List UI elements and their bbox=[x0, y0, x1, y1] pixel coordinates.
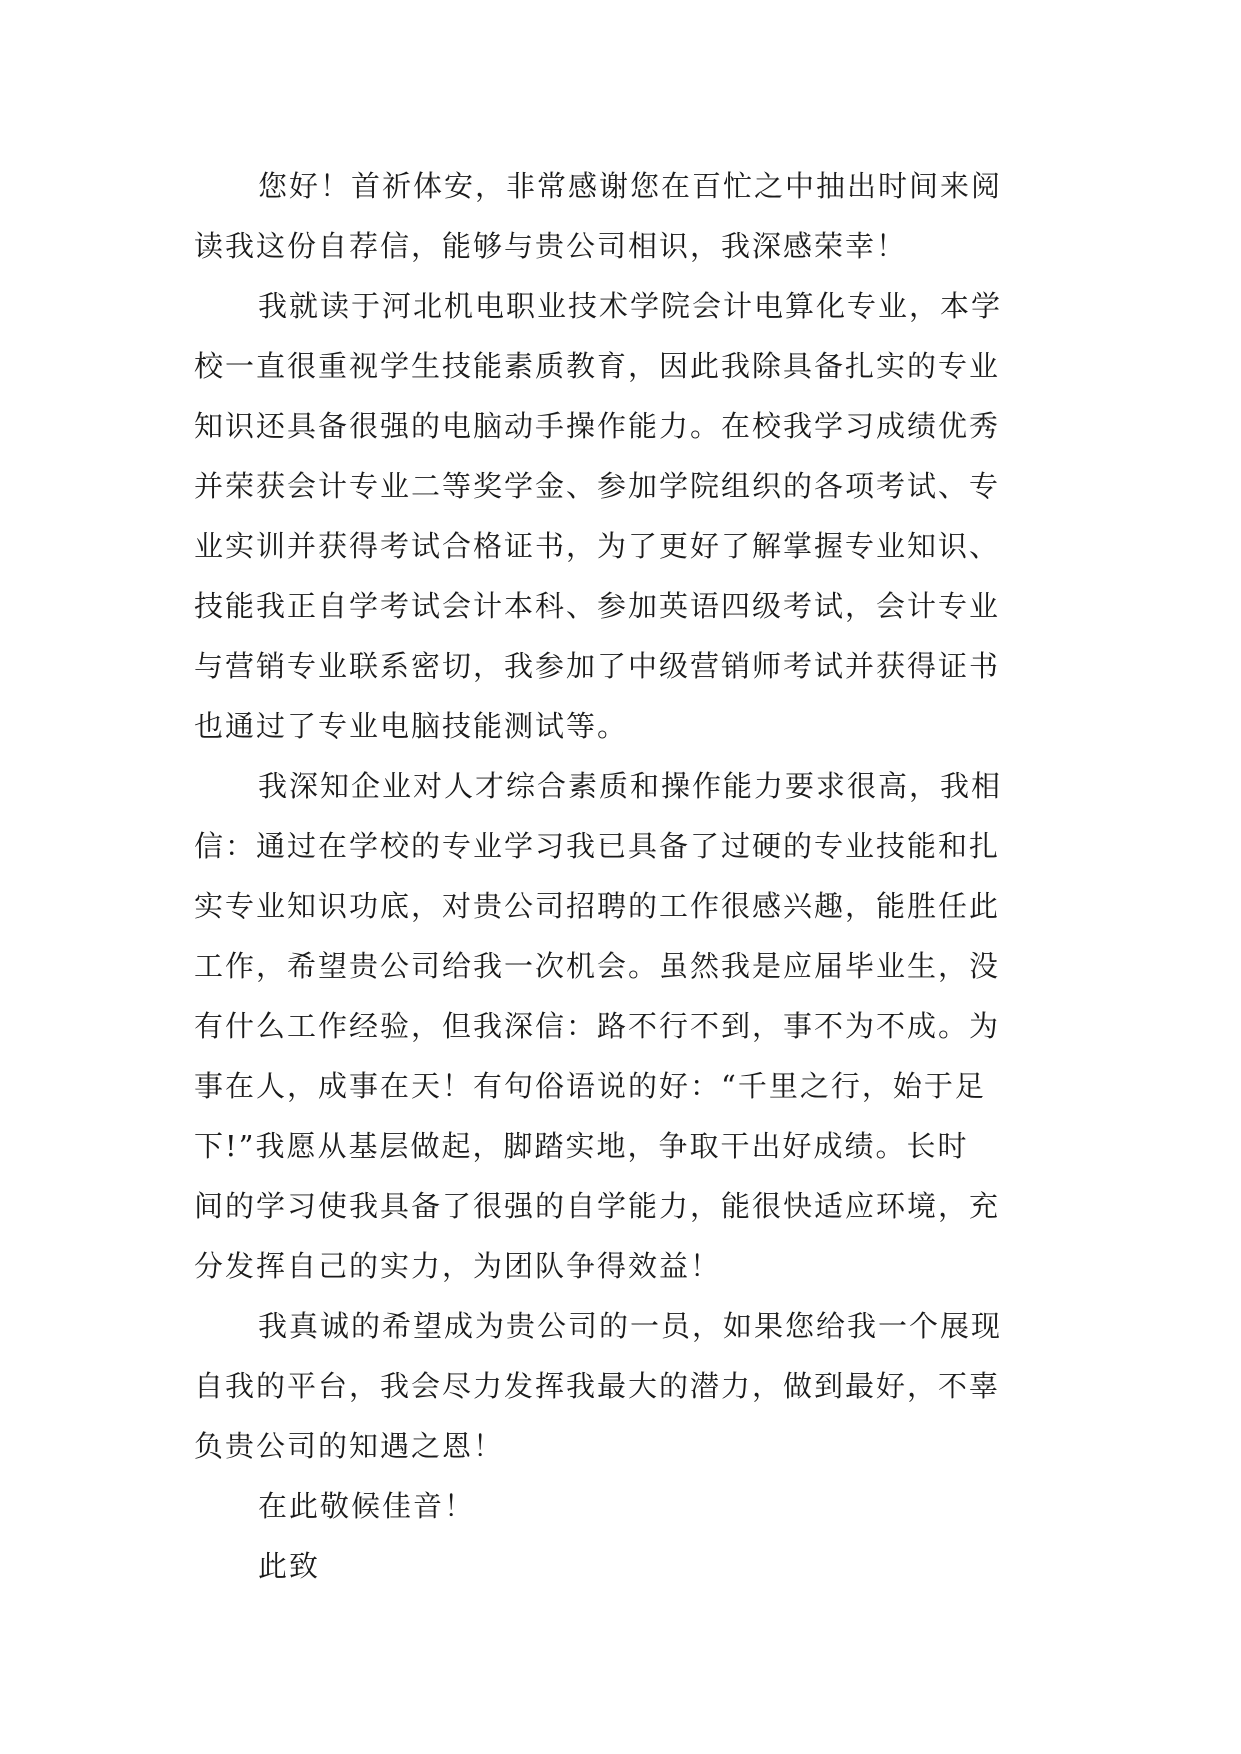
letter-line: 自我的平台，我会尽力发挥我最大的潜力，做到最好，不辜 bbox=[194, 1369, 1001, 1403]
letter-line: 在此敬候佳音！ bbox=[258, 1489, 476, 1523]
letter-line: 业实训并获得考试合格证书，为了更好了解掌握专业知识、 bbox=[194, 529, 1001, 563]
letter-line: 与营销专业联系密切，我参加了中级营销师考试并获得证书 bbox=[194, 649, 1001, 683]
letter-line: 我就读于河北机电职业技术学院会计电算化专业，本学 bbox=[258, 289, 1003, 323]
letter-line: 负贵公司的知遇之恩！ bbox=[194, 1429, 505, 1463]
letter-body bbox=[194, 156, 1052, 1596]
letter-line: 信：通过在学校的专业学习我已具备了过硬的专业技能和扎 bbox=[194, 829, 1001, 863]
letter-line: 并荣获会计专业二等奖学金、参加学院组织的各项考试、专 bbox=[194, 469, 1001, 503]
letter-line: 分发挥自己的实力，为团队争得效益！ bbox=[194, 1249, 722, 1283]
letter-line: 技能我正自学考试会计本科、参加英语四级考试，会计专业 bbox=[194, 589, 1001, 623]
letter-line: 事在人，成事在天！有句俗语说的好：“千里之行，始于足 bbox=[194, 1069, 986, 1103]
letter-line: 我深知企业对人才综合素质和操作能力要求很高，我相 bbox=[258, 769, 1003, 803]
letter-line: 读我这份自荐信，能够与贵公司相识，我深感荣幸！ bbox=[194, 229, 908, 263]
letter-line: 校一直很重视学生技能素质教育，因此我除具备扎实的专业 bbox=[194, 349, 1001, 383]
letter-line: 间的学习使我具备了很强的自学能力，能很快适应环境，充 bbox=[194, 1189, 1001, 1223]
letter-line: 有什么工作经验，但我深信：路不行不到，事不为不成。为 bbox=[194, 1009, 1001, 1043]
letter-line: 此致 bbox=[258, 1549, 321, 1583]
letter-line: 我真诚的希望成为贵公司的一员，如果您给我一个展现 bbox=[258, 1309, 1003, 1343]
letter-line: 您好！首祈体安，非常感谢您在百忙之中抽出时间来阅 bbox=[258, 169, 1003, 203]
letter-line: 知识还具备很强的电脑动手操作能力。在校我学习成绩优秀 bbox=[194, 409, 1001, 443]
letter-line: 工作，希望贵公司给我一次机会。虽然我是应届毕业生，没 bbox=[194, 949, 1001, 983]
letter-line: 下!”我愿从基层做起，脚踏实地，争取干出好成绩。长时 bbox=[194, 1129, 969, 1163]
letter-line: 实专业知识功底，对贵公司招聘的工作很感兴趣，能胜任此 bbox=[194, 889, 1001, 923]
letter-line: 也通过了专业电脑技能测试等。 bbox=[194, 709, 629, 743]
